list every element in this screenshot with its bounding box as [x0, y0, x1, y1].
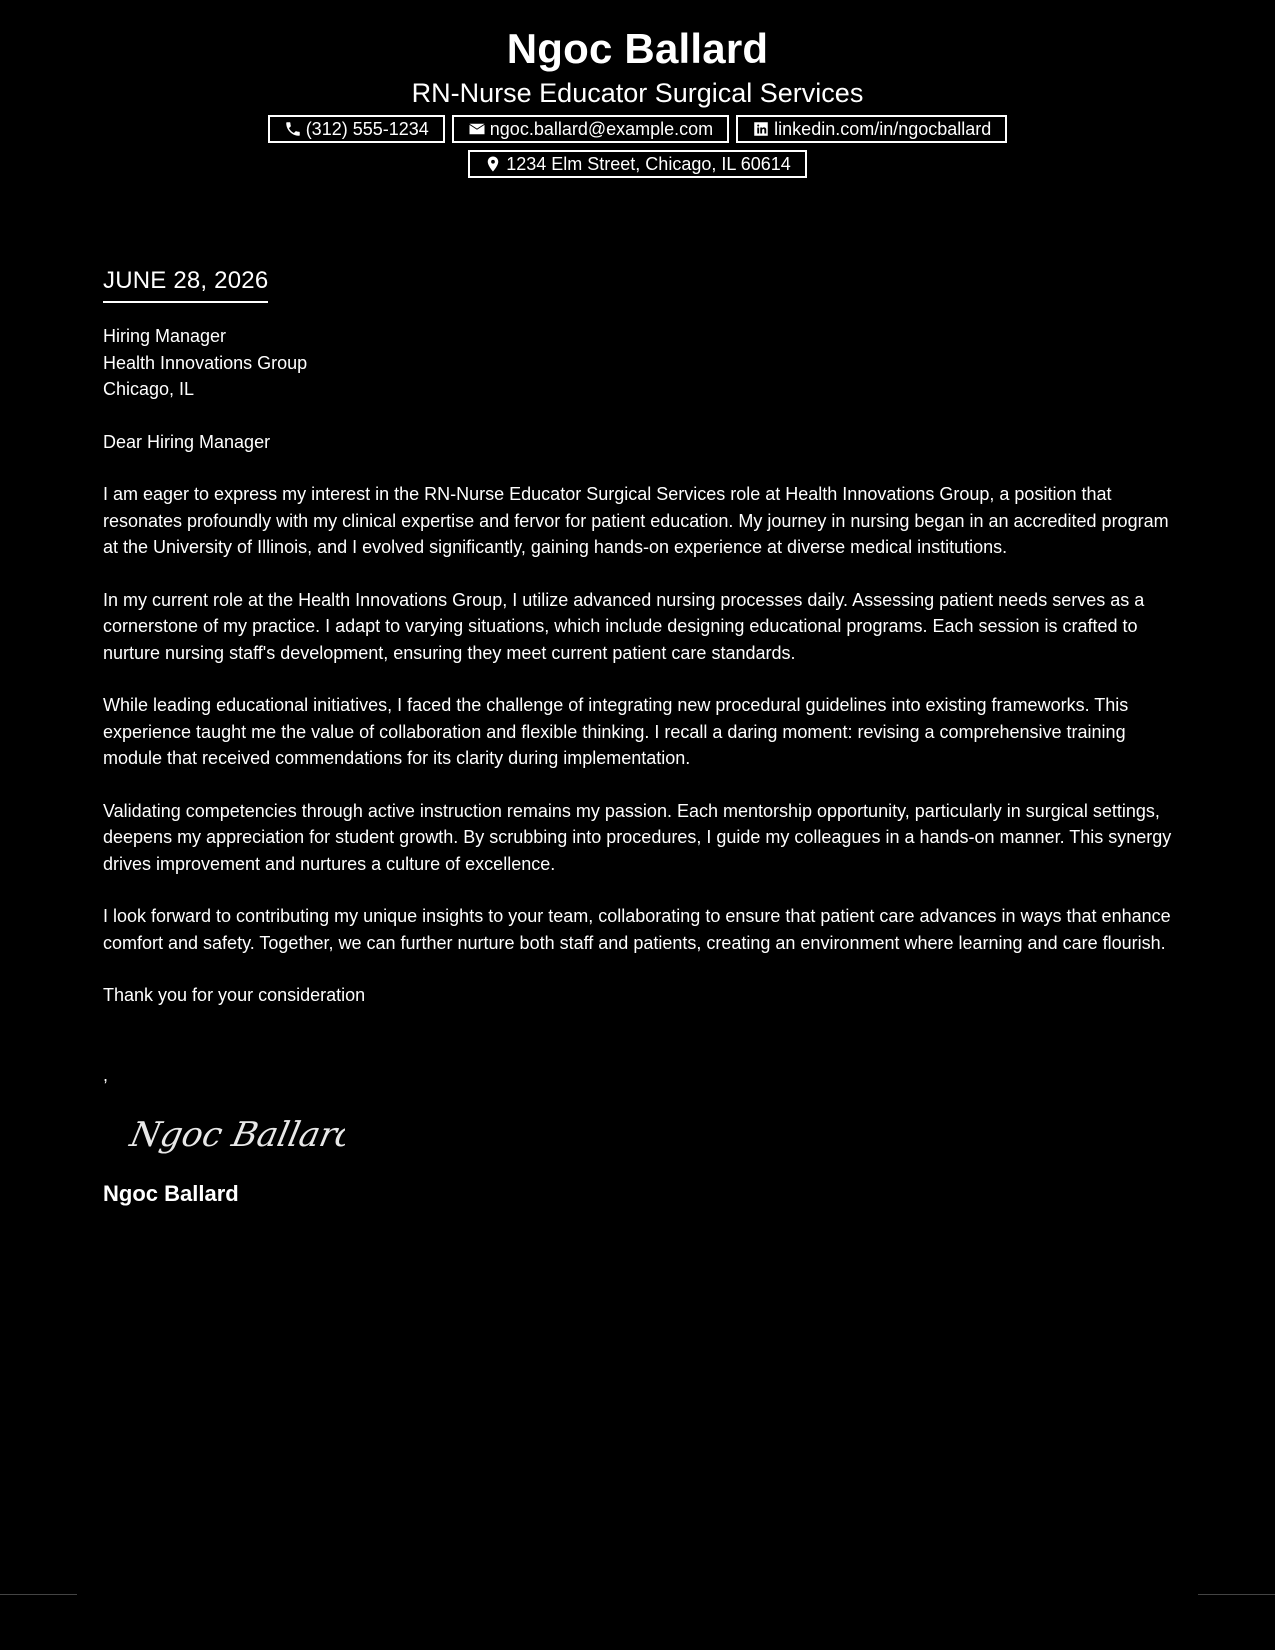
body-paragraph-1: I am eager to express my interest in the RN-Nurse Educator Surgical Services role at Health Innovations Group, a position that resonates profoundly with my clinical expertise and fervor for patient education. My journey in nursing began in an accredited program at the University of Illinois, and I evolved significantly, gaining hands-on experience at diverse medical institutions.: [103, 484, 1169, 557]
footer-divider-right: [1198, 1594, 1275, 1595]
phone-text: (312) 555-1234: [305, 119, 429, 139]
address-chip[interactable]: [468, 150, 807, 178]
body-paragraph-5: I look forward to contributing my unique insights to your team, collaborating to ensure that patient care advances in ways that enhance comfort and safety. Together, we can further nurture both staff and patients, creating an environment where learning and care flourish.: [103, 906, 1171, 953]
recipient-company: Health Innovations Group: [103, 352, 308, 373]
linkedin-icon: [752, 120, 770, 138]
envelope-icon: [468, 120, 486, 138]
job-title: RN-Nurse Educator Surgical Services: [411, 78, 864, 108]
email-chip[interactable]: [452, 115, 729, 143]
footer-divider-left: [0, 1594, 77, 1595]
phone-icon: [284, 120, 302, 138]
email-text: ngoc.ballard@example.com: [489, 119, 714, 139]
salutation: Dear Hiring Manager: [103, 431, 271, 452]
recipient-location: Chicago, IL: [103, 379, 195, 399]
signed-name: Ngoc Ballard: [103, 1180, 239, 1206]
closing-comma: ,: [103, 1064, 109, 1085]
recipient-name: Hiring Manager: [103, 326, 227, 346]
svg-text:Ngoc Ballard: Ngoc Ballard: [126, 1114, 345, 1155]
handwritten-signature: [125, 1106, 345, 1164]
linkedin-chip[interactable]: [736, 115, 1007, 143]
recipient-block: [103, 323, 1178, 403]
letter-body: [103, 266, 1178, 1208]
map-marker-icon: [484, 155, 502, 173]
applicant-name: Ngoc Ballard: [506, 25, 769, 72]
body-paragraph-4: Validating competencies through active instruction remains my passion. Each mentorship opportunity, particularly in surgical settings, deepens my appreciation for student growth. By scrubbing into procedures, I guide my colleagues in a hands-on manner. This synergy drives improvement and nurtures a culture of excellence.: [103, 800, 1172, 874]
address-text: 1234 Elm Street, Chicago, IL 60614: [506, 154, 791, 174]
signature-image: [125, 1106, 345, 1164]
contact-row-1: [0, 115, 1275, 143]
contact-row-2: [0, 150, 1275, 178]
body-paragraph-2: In my current role at the Health Innovations Group, I utilize advanced nursing processes daily. Assessing patient needs serves as a cornerstone of my practice. I adapt to varying situations, which include designing educational programs. Each session is crafted to nurture nursing staff's development, ensuring they meet current patient care standards.: [103, 589, 1145, 663]
linkedin-text: linkedin.com/in/ngocballard: [774, 119, 992, 139]
closing-line: Thank you for your consideration: [103, 985, 366, 1005]
letter-date: JUNE 28, 2026: [103, 266, 268, 303]
phone-chip[interactable]: [268, 115, 445, 143]
body-paragraph-3: While leading educational initiatives, I faced the challenge of integrating new procedural guidelines into existing frameworks. This experience taught me the value of collaboration and flexible thinking. I recall a daring moment: revising a comprehensive training module that received commendations for its clarity during implementation.: [103, 695, 1129, 768]
letter-header: [0, 22, 1275, 178]
